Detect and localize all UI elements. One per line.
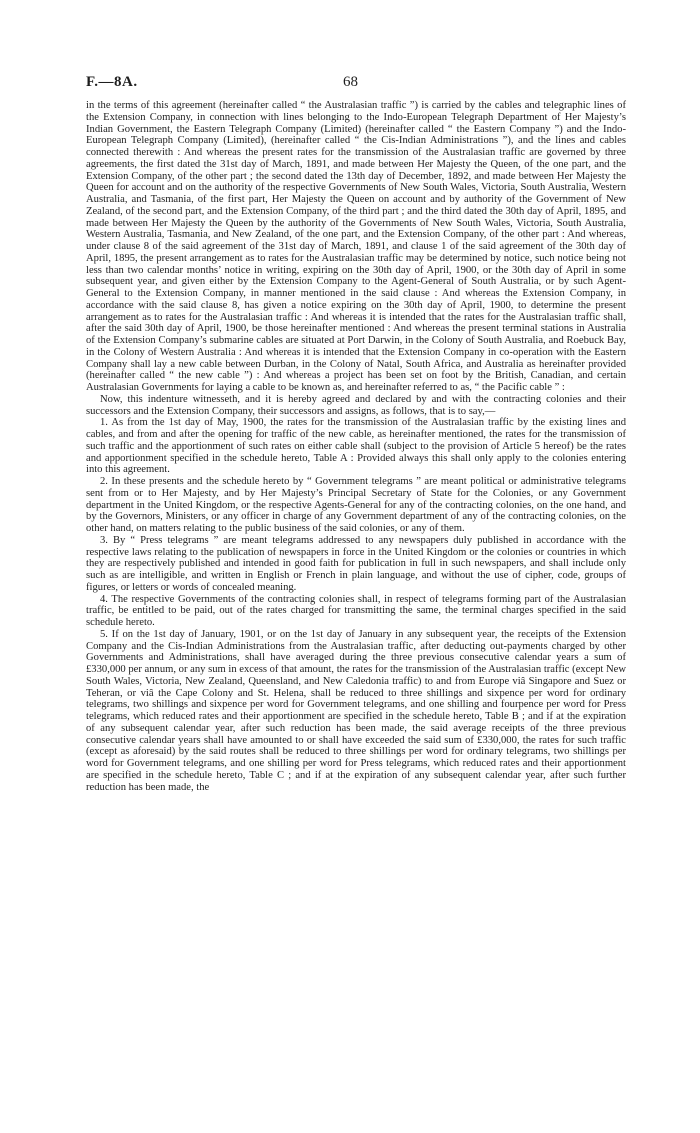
page-header xyxy=(86,74,626,94)
paragraph-clause-2: 2. In these presents and the schedule hereto by “ Government telegrams ” are meant political or administrative telegrams sent from or to Her Majesty, and by Her Majesty’s Principal Secretary of State for the Colonies, or any Government department in the United Kingdom, or the respective Agents-General for any of the contracting colonies, on the one hand, and by the Governors, Ministers, or any officer in charge of any Government department of any of the contracting colonies, on the other hand, on matters relating to the public business of the said colonies, or any of them. xyxy=(86,476,626,534)
paragraph-clause-4: 4. The respective Governments of the contracting colonies shall, in respect of telegrams forming part of the Australasian traffic, be entitled to be paid, out of the rates charged for transmitting the same, the terminal charges specified in the said schedule hereto. xyxy=(86,593,626,628)
paragraph-recitals: in the terms of this agreement (hereinafter called “ the Australasian traffic ”) is carried by the cables and telegraphic lines of the Extension Company, in connection with lines belonging to the Indo-European Telegraph Department of Her Majesty’s Indian Government, the Eastern Telegraph Company (Limited) (hereinafter called “ the Eastern Company ”) and the Indo-European Telegraph Company (Limited), (hereinafter called “ the Cis-Indian Administrations ”), and the lines and cables connected therewith : And whereas the present rates for the transmission of the Australasian traffic are governed by three agreements, the first dated the 31st day of March, 1891, and made between Her Majesty the Queen, of the one part, and the Extension Company, of the other part ; the second dated the 13th day of December, 1892, and made between Her Majesty the Queen for account and on the authority of the respective Governments of New South Wales, Victoria, South Australia, Western Australia, and Tasmania, of the first part, Her Majesty the Queen on account and by authority of the Government of New Zealand, of the second part, and the Extension Company, of the third part ; and the third dated the 30th day of April, 1895, and made between Her Majesty the Queen by the authority of the Governments of New South Wales, Victoria, South Australia, Western Australia, Tasmania, and New Zealand, of the one part, and the Extension Company, of the other part : And whereas, under clause 8 of the said agreement of the 31st day of March, 1891, and clause 1 of the said agreement of the 30th day of April, 1895, the present arrangement as to rates for the Australasian traffic may be determined by notice, such notice being not less than two calendar months’ notice in writing, expiring on the 30th day of April, 1900, or the 30th day of April in some subsequent year, and given either by the Extension Company to the Agent-General of South Australia, or by such Agent-General to the Extension Company, in manner mentioned in the said clause : And whereas the Extension Company, in accordance with the said clause 8, has given a notice expiring on the 30th day of April, 1900, to determine the present arrangement as to rates for the Australasian traffic : And whereas it is intended that the rates for the Australasian traffic shall, after the said 30th day of April, 1900, be those hereinafter mentioned : And whereas the present terminal stations in Australia of the Extension Company’s submarine cables are situated at Port Darwin, in the Colony of South Australia, and Roebuck Bay, in the Colony of Western Australia : And whereas it is intended that the Extension Company in co-operation with the Eastern Company shall lay a new cable between Durban, in the Colony of Natal, South Africa, and Australia as hereinafter provided (hereinafter called “ the new cable ”) : And whereas a project has been set on foot by the British, Canadian, and certain Australasian Governments for laying a cable to be known as, and hereinafter referred to as, “ the Pacific cable ” : xyxy=(86,100,626,393)
paragraph-clause-3: 3. By “ Press telegrams ” are meant telegrams addressed to any newspapers duly published in accordance with the respective laws relating to the publication of newspapers in force in the United Kingdom or the colonies or countries in which they are respectively published and intended in good faith for publication in full in such newspapers, and shall include only such as are intelligible, and written in English or French in plain language, and without the use of cipher, code, groups of figures, or letters or words of concealed meaning. xyxy=(86,534,626,593)
page-number: 68 xyxy=(343,74,358,90)
folio-reference: F.—8A. xyxy=(86,74,138,90)
body-text xyxy=(86,100,626,793)
paragraph-witnesseth: Now, this indenture witnesseth, and it is hereby agreed and declared by and with the contracting colonies and their successors and the Extension Company, their successors and assigns, as follows, that is to say,— xyxy=(86,393,626,417)
paragraph-clause-5: 5. If on the 1st day of January, 1901, or on the 1st day of January in any subsequent year, the receipts of the Extension Company and the Cis-Indian Administrations from the Australasian traffic, after deducting out-payments charged by other Governments and Administrations, shall have averaged during the three previous consecutive calendar years a sum of £330,000 per annum, or any sum in excess of that amount, the rates for the transmission of the Australasian traffic (except New South Wales, Victoria, New Zealand, Queensland, and New Caledonia traffic) to and from Europe viâ Singapore and Suez or Teheran, or viâ the Cape Colony and St. Helena, shall be reduced to three shillings and sixpence per word for ordinary telegrams, two shillings and sixpence per word for Government telegrams, and one shilling and fourpence per word for Press telegrams, which reduced rates and their apportionment are specified in the schedule hereto, Table B ; and if at the expiration of any subsequent calendar year, after such reduction has been made, the said average receipts of the three previous consecutive calendar years shall have amounted to or shall have exceeded the said sum of £330,000, the rates for such traffic (except as aforesaid) by the said routes shall be reduced to three shillings per word for ordinary telegrams, two shillings per word for Government telegrams, and one shilling per word for Press telegrams, which reduced rates and their apportionment are specified in the schedule hereto, Table C ; and if at the expiration of any subsequent calendar year, after such further reduction has been made, the xyxy=(86,628,626,793)
paragraph-clause-1: 1. As from the 1st day of May, 1900, the rates for the transmission of the Australasian traffic by the existing lines and cables, and from and after the opening for traffic of the new cable, as hereinafter mentioned, the rates for the transmission of such traffic and the apportionment of such rates on either cable shall (subject to the provision of Article 5 hereof) be the rates and apportionment specified in the schedule hereto, Table A : Provided always this shall only apply to the colonies entering into this agreement. xyxy=(86,417,626,476)
